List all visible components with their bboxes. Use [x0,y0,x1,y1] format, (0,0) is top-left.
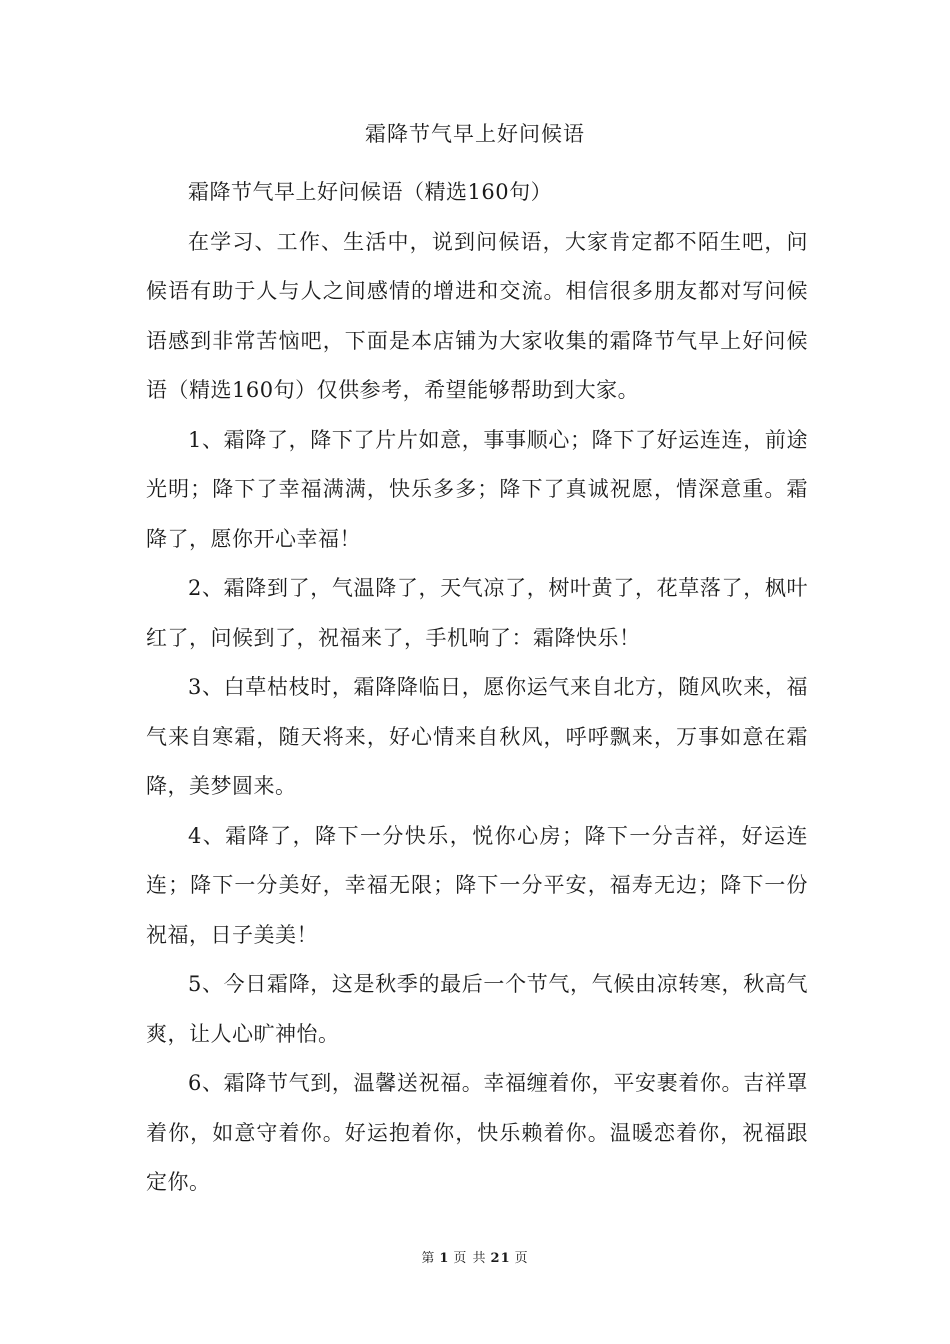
list-item: 4、霜降了，降下一分快乐，悦你心房；降下一分吉祥，好运连连；降下一分美好，幸福无限；降下一分平安，福寿无边；降下一份祝福，日子美美！ [146,823,808,947]
list-item: 5、今日霜降，这是秋季的最后一个节气，气候由凉转寒，秋高气爽，让人心旷神怡。 [146,972,808,1046]
document-title: 霜降节气早上好问候语 [365,122,585,146]
list-item: 2、霜降到了，气温降了，天气凉了，树叶黄了，花草落了，枫叶红了，问候到了，祝福来了，手机响了：霜降快乐！ [146,576,808,650]
document-body [146,168,808,1208]
intro-paragraph: 在学习、工作、生活中，说到问候语，大家肯定都不陌生吧，问候语有助于人与人之间感情的增进和交流。相信很多朋友都对写问候语感到非常苦恼吧，下面是本店铺为大家收集的霜降节气早上好问候语（精选160句）仅供参考，希望能够帮助到大家。 [146,229,808,402]
footer-prefix: 第 [421,1251,436,1266]
footer-middle: 页 共 [453,1251,487,1266]
footer-suffix: 页 [514,1251,529,1266]
list-item: 3、白草枯枝时，霜降降临日，愿你运气来自北方，随风吹来，福气来自寒霜，随天将来，好心情来自秋风，呼呼飘来，万事如意在霜降，美梦圆来。 [146,675,808,798]
list-item: 1、霜降了，降下了片片如意，事事顺心；降下了好运连连，前途光明；降下了幸福满满，快乐多多；降下了真诚祝愿，情深意重。霜降了，愿你开心幸福！ [146,427,808,551]
page-number: 1 [439,1251,450,1266]
list-item: 6、霜降节气到，温馨送祝福。幸福缠着你，平安裹着你。吉祥罩着你，如意守着你。好运抱着你，快乐赖着你。温暖恋着你，祝福跟定你。 [146,1071,808,1194]
page-footer [0,1250,950,1268]
total-pages: 21 [490,1251,511,1266]
document-subtitle: 霜降节气早上好问候语（精选160句） [188,180,553,204]
